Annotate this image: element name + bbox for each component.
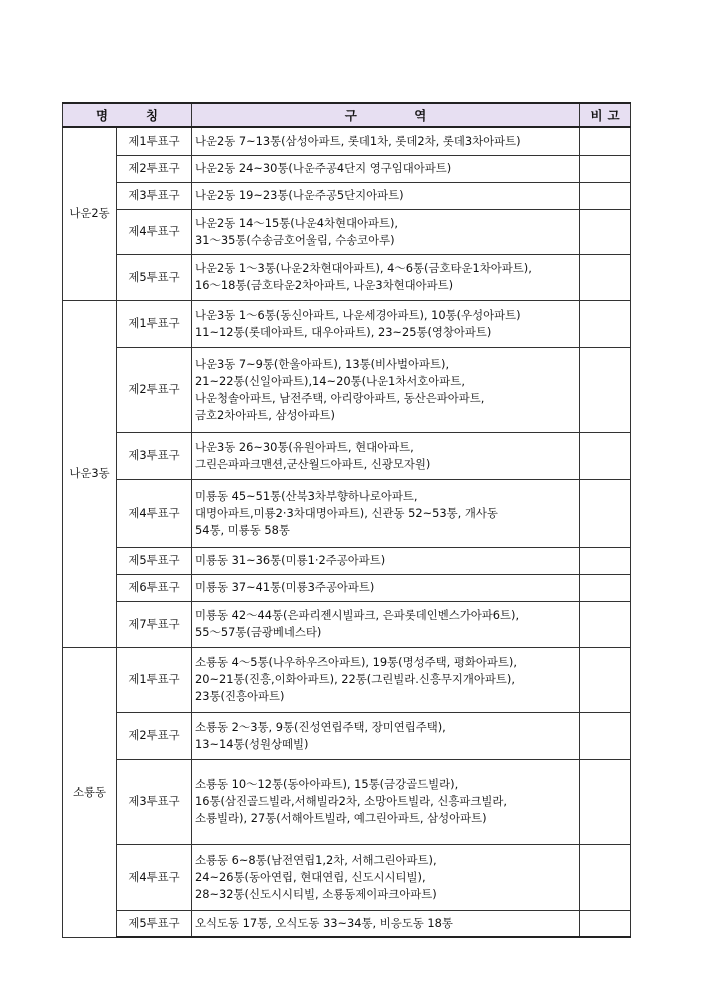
- polling-station: 제3투표구: [117, 432, 192, 479]
- header-area: [192, 103, 580, 127]
- polling-station: 제2투표구: [117, 347, 192, 432]
- area-description: [192, 155, 580, 182]
- note-cell: [580, 574, 631, 601]
- area-line: 나운3동 1～6통(동신아파트, 나운세경아파트), 10통(우성아파트): [195, 307, 521, 322]
- table-row: [63, 547, 631, 574]
- polling-station: 제2투표구: [117, 155, 192, 182]
- note-cell: [580, 547, 631, 574]
- area-description: [192, 844, 580, 910]
- area-line: 나운3동 7~9통(한울아파트), 13통(비사벌아파트),: [195, 356, 450, 371]
- table-row: [63, 155, 631, 182]
- area-description: [192, 574, 580, 601]
- area-line: 20~21통(진흥,이화아파트), 22통(그린빌라.신흥무지개아파트),: [195, 672, 515, 686]
- note-cell: [580, 347, 631, 432]
- note-cell: [580, 209, 631, 254]
- polling-station: 제7투표구: [117, 601, 192, 647]
- area-description: [192, 300, 580, 347]
- note-cell: [580, 712, 631, 759]
- area-line: 55～57통(금광베네스타): [195, 625, 322, 639]
- note-cell: [580, 155, 631, 182]
- area-line: 16～18통(금호타운2차아파트, 나운3차현대아파트): [195, 278, 454, 292]
- area-line: 미룡동 37~41통(미룡3주공아파트): [195, 580, 375, 594]
- table-row: [63, 712, 631, 759]
- polling-station: 제5투표구: [117, 254, 192, 300]
- note-cell: [580, 432, 631, 479]
- polling-station: 제3투표구: [117, 182, 192, 209]
- area-description: [192, 127, 580, 155]
- header-name-char: 칭: [145, 107, 159, 123]
- area-line: 13~14통(성원상떼빌): [195, 736, 309, 751]
- note-cell: [580, 844, 631, 910]
- area-line: 소룡동 6~8통(남전연립1,2차, 서해그린아파트),: [195, 852, 437, 867]
- note-cell: [580, 647, 631, 712]
- polling-station: 제4투표구: [117, 479, 192, 547]
- area-line: 21~22통(신일아파트),14~20통(나운1차서호아파트,: [195, 373, 465, 388]
- area-line: 소룡빌라), 27통(서해아트빌라, 예그린아파트, 삼성아파트): [195, 811, 487, 825]
- dong-name: 소룡동: [63, 647, 117, 937]
- area-description: [192, 347, 580, 432]
- area-description: [192, 432, 580, 479]
- area-line: 나운2동 24~30통(나운주공4단지 영구임대아파트): [195, 161, 452, 175]
- area-line: 24~26통(동아연립, 현대연립, 신도시시티빌),: [195, 869, 426, 884]
- area-line: 소룡동 4～5통(나우하우즈아파트), 19통(명성주택, 평화아파트),: [195, 655, 517, 669]
- area-line: 나운2동 19~23통(나운주공5단지아파트): [195, 188, 404, 202]
- area-description: [192, 547, 580, 574]
- table-row: [63, 347, 631, 432]
- area-description: [192, 209, 580, 254]
- polling-station: 제1투표구: [117, 127, 192, 155]
- polling-station: 제4투표구: [117, 209, 192, 254]
- polling-station: 제3투표구: [117, 759, 192, 844]
- table-body: [63, 127, 631, 937]
- area-line: 나운2동 7~13통(삼성아파트, 롯데1차, 롯데2차, 롯데3차아파트): [195, 133, 521, 148]
- area-line: 그린은파파크맨션,군산월드아파트, 신광모자원): [195, 456, 431, 471]
- area-line: 11~12통(롯데아파트, 대우아파트), 23~25통(영창아파트): [195, 324, 492, 339]
- polling-station: 제1투표구: [117, 300, 192, 347]
- table-row: [63, 910, 631, 937]
- area-description: [192, 182, 580, 209]
- table-row: [63, 479, 631, 547]
- note-cell: [580, 254, 631, 300]
- dong-name: 나운2동: [63, 127, 117, 300]
- note-cell: [580, 479, 631, 547]
- area-line: 나운2동 14～15통(나운4차현대아파트),: [195, 215, 399, 230]
- header-area-char: 구: [344, 107, 357, 123]
- header-note: [580, 103, 631, 127]
- header-area-char: 역: [414, 107, 427, 123]
- dong-name: 나운3동: [63, 300, 117, 647]
- polling-station: 제2투표구: [117, 712, 192, 759]
- area-line: 나운청솔아파트, 남전주택, 아리랑아파트, 동산은파아파트,: [195, 390, 485, 405]
- district-table: [62, 102, 631, 938]
- note-cell: [580, 759, 631, 844]
- table-row: [63, 601, 631, 647]
- area-line: 나운3동 26~30통(유원아파트, 현대아파트,: [195, 439, 414, 454]
- polling-station: 제4투표구: [117, 844, 192, 910]
- area-line: 16통(삼진골드빌라,서해빌라2차, 소망아트빌라, 신흥파크빌라,: [195, 794, 507, 808]
- area-description: [192, 759, 580, 844]
- area-line: 나운2동 1～3통(나운2차현대아파트), 4～6통(금호타운1차아파트),: [195, 261, 532, 275]
- area-line: 오식도동 17통, 오식도동 33~34통, 비응도동 18통: [195, 915, 453, 930]
- header-note-char: 고: [607, 107, 620, 123]
- area-description: [192, 479, 580, 547]
- area-line: 미룡동 45~51통(산북3차부향하나로아파트,: [195, 488, 418, 503]
- area-line: 미룡동 42～44통(은파리젠시빌파크, 은파롯데인벤스가아파6트),: [195, 608, 520, 622]
- table-row: [63, 209, 631, 254]
- area-line: 28~32통(신도시시티빌, 소룡동제이파크아파트): [195, 886, 437, 901]
- area-line: 금호2차아파트, 삼성아파트): [195, 407, 335, 422]
- area-line: 소룡동 10～12통(동아아파트), 15통(금강골드빌라),: [195, 777, 459, 791]
- area-description: [192, 910, 580, 937]
- area-line: 대명아파트,미룡2·3차대명아파트), 신관동 52~53통, 개사동: [195, 505, 498, 520]
- polling-station: 제5투표구: [117, 910, 192, 937]
- polling-station: 제5투표구: [117, 547, 192, 574]
- area-line: 54통, 미룡동 58통: [195, 522, 290, 537]
- note-cell: [580, 910, 631, 937]
- table-row: [63, 647, 631, 712]
- area-description: [192, 647, 580, 712]
- header-row: [63, 103, 631, 127]
- area-line: 23통(진흥아파트): [195, 689, 285, 703]
- header-name-char: 명: [95, 107, 109, 123]
- area-line: 31～35통(수송금호어울림, 수송코아루): [195, 232, 395, 247]
- header-name: [63, 103, 192, 127]
- table-row: [63, 432, 631, 479]
- table-row: [63, 759, 631, 844]
- area-description: [192, 601, 580, 647]
- note-cell: [580, 300, 631, 347]
- table-row: [63, 574, 631, 601]
- table-row: [63, 844, 631, 910]
- header-note-char: 비: [590, 107, 603, 123]
- table-row: [63, 254, 631, 300]
- table-row: [63, 182, 631, 209]
- note-cell: [580, 182, 631, 209]
- note-cell: [580, 127, 631, 155]
- polling-station: 제1투표구: [117, 647, 192, 712]
- area-line: 미룡동 31~36통(미룡1·2주공아파트): [195, 553, 386, 567]
- table-row: [63, 127, 631, 155]
- area-description: [192, 712, 580, 759]
- note-cell: [580, 601, 631, 647]
- polling-station: 제6투표구: [117, 574, 192, 601]
- table-row: [63, 300, 631, 347]
- area-line: 소룡동 2～3통, 9통(진성연립주택, 장미연립주택),: [195, 719, 446, 734]
- area-description: [192, 254, 580, 300]
